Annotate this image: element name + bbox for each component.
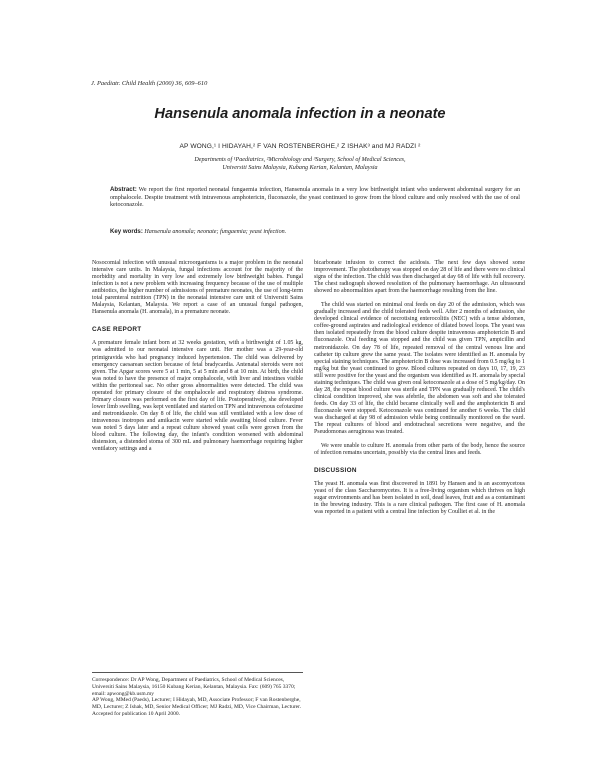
abstract — [110, 186, 520, 210]
keywords — [110, 228, 520, 235]
author-list: AP WONG,¹ I HIDAYAH,² F VAN ROSTENBERGHE,² Z ISHAK³ and MJ RADZI ² — [179, 143, 421, 150]
footnote-authors: AP Wong, MMed (Paeds), Lecturer; I Hidayah, MD, Associate Professor; F van Rostenberghe, MD, Lecturer; Z Ishak, MD, Senior Medical Officer; MJ Radzi, MD, Vice Chairman, Lecturer. — [92, 697, 302, 711]
left-column — [92, 260, 303, 460]
journal-citation: J. Paediatr. Child Health (2000) 36, 609–610 — [91, 80, 208, 87]
affiliation-line-2: Universiti Sains Malaysia, Kubang Kerian, Kelantan, Malaysia — [222, 165, 378, 171]
case-report-paragraph: A premature female infant born at 32 weeks gestation, with a birthweight of 1.05 kg, was admitted to our neonatal intensive care unit. Her mother was a 29-year-old primigravida who had pregnancy induced hypertension. The child was delivered by emergency caesarean section because of fetal bradycardia. Antenatal steroids were not given. The Apgar scores were 5 at 1 min, 5 at 5 min and 8 at 10 min. At birth, the child was noted to have the presence of major omphalocele, with liver and intestines visible within the peritoneal sac. No other gross abnormalities were detected. The child was operated for primary closure of the omphalocele and respiratory distress syndrome. Primary closure was performed on the first day of life. Postoperatively, she developed lower limb swelling, was kept ventilated and started on TPN and intravenous cefotaxime and metronidazole. On day 8 of life, the child was still ventilated with a low dose of intravenous inotropes and amikacin were started while awaiting blood culture. Fever was noted 5 days later and a repeat culture showed yeast cells were grown from the blood culture. The following day, the infant's condition worsened with abdominal distension, a distended stoma of 300 mL and pulmonary haemorrhage requiring higher ventilatory settings and a — [92, 340, 303, 453]
discussion-paragraph: The yeast H. anomala was first discovered in 1891 by Hansen and is an ascomycetous yeast of the class Saccharomycetes. It is a free-living organism which thrives on high sugar environments and has been isolated in soil, dead leaves, fruit and as a contaminant in the brewing industry. This is a rare clinical pathogen. The first case of H. anomala was reported in a patient with a central line infection by Coulliet et al. in the — [314, 481, 525, 516]
keywords-label: Key words: — [110, 228, 143, 235]
case-continued-paragraph-2: The child was started on minimal oral feeds on day 20 of the admission, which was gradually increased and the child tolerated feeds well. After 2 months of admission, she developed clinical evidence of necrotising enterocolitis (NEC) with a tense abdomen, coffee-ground aspirates and radiological evidence of dilated bowel loops. The yeast was then isolated repeatedly from the blood culture despite intravenous amphotericin B and fluconazole. Oral feeding was stopped and the child was given TPN, ampicillin and metronidazole. On day 78 of life, repeated removal of the central venous line and catheter tip culture grew the same yeast. The isolates were identified as H. anomala by special staining techniques. The amphotericin B dose was increased from 0.5 mg/kg to 1 mg/kg but the yeast continued to grow. Blood cultures repeated on days 10, 17, 19, 23 still were positive for the yeast and the organism was identified as H. anomala by special staining techniques. The child was given oral ketoconazole at a dose of 5 mg/kg/day. On day 28, the repeat blood culture was sterile and TPN was gradually reduced. The child's clinical condition improved, she was afebrile, the abdomen was soft and she tolerated feeds. On day 33 of life, the child became clinically well and the amphotericin B and fluconazole were stopped. Ketoconazole was continued for another 6 weeks. The child was discharged at day 98 of admission while being continually monitored on the ward. The repeat cultures of blood and endotracheal secretions were negative, and the Pseudomonas aeruginosa was treated. — [314, 302, 525, 436]
footnote-correspondence: Correspondence: Dr AP Wong, Department of Paediatrics, School of Medical Sciences, Universiti Sains Malaysia, 16150 Kubang Kerian, Kelantan, Malaysia. Fax: (609) 765 3370; email: apwong@kb.usm.my — [92, 677, 296, 697]
right-column — [314, 260, 525, 524]
footnote — [92, 672, 303, 718]
paper-title — [0, 106, 600, 122]
affiliation-line-1: Departments of ¹Paediatrics, ²Microbiology and ³Surgery, School of Medical Sciences, — [194, 157, 406, 163]
footnote-accepted: Accepted for publication 10 April 2000. — [92, 710, 180, 717]
keywords-text: Hansenula anomala; neonate; fungaemia; yeast infection. — [144, 229, 287, 235]
case-end-paragraph: We were unable to culture H. anomala from other parts of the body, hence the source of infection remains uncertain, possibly via the central lines and feeds. — [314, 443, 525, 457]
abstract-text: We report the first reported neonatal fungaemia infection, Hansenula anomala in a very low birthweight infant who underwent abdominal surgery for an omphalocele. Despite treatment with intravenous amphotericin, fluconazole, the yeast continued to grow from the blood culture and only resolved with the use of oral ketoconazole. — [110, 187, 520, 209]
discussion-heading: DISCUSSION — [314, 467, 357, 475]
case-report-heading: CASE REPORT — [92, 326, 142, 334]
intro-paragraph: Nosocomial infection with unusual microorganisms is a major problem in the neonatal intensive care units. In Malaysia, fungal infections account for the majority of the morbidity and mortality in very low and extremely low birthweight babies. Fungal infection is not a new problem with increasing frequency because of the use of multiple antibiotics, the higher number of admissions of premature neonates, the use of long-term total parenteral nutrition (TPN) in the neonatal intensive care unit of Universiti Sains Malaysia, Kelantan, Malaysia. We report a case of an unusual fungal pathogen, Hansenula anomala (H. anomala), in a premature neonate. — [92, 260, 303, 316]
case-continued-paragraph: bicarbonate infusion to correct the acidosis. The next few days showed some improvement. The phototherapy was stopped on day 28 of life and there were no clinical signs of the infection. The child was then discharged at day 68 of life with full recovery. The chest radiograph showed resolution of the pulmonary haemorrhage. An ultrasound showed no abnormalities apart from the haemorrhage resulting from the line. — [314, 260, 525, 295]
abstract-label: Abstract: — [110, 186, 137, 193]
title-text: Hansenula anomala infection in a neonate — [154, 106, 446, 122]
